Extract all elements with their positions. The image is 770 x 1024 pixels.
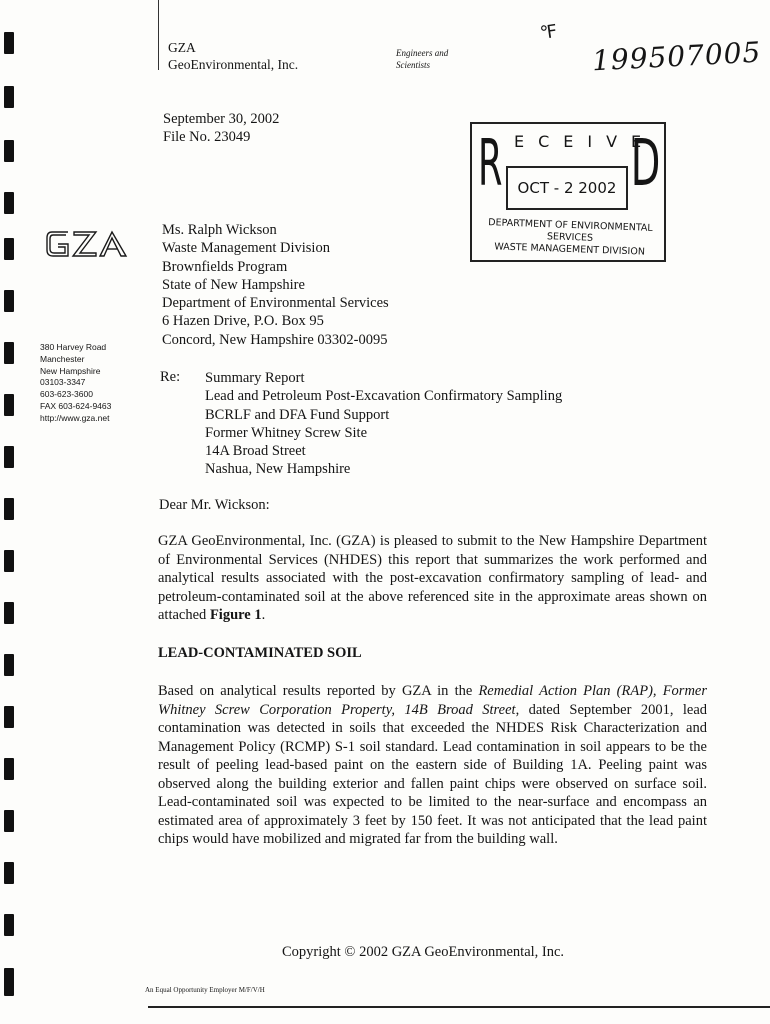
re-label: Re: [160,369,181,385]
scan-mark [4,914,14,936]
tagline-line-2: Scientists [396,60,430,70]
copyright-notice: Copyright © 2002 GZA GeoEnvironmental, Inc. [282,944,565,960]
subject-lines [205,369,562,479]
office-address-line: Manchester [40,353,85,364]
date-block [163,110,279,146]
recipient-line: Waste Management Division [162,240,330,257]
scan-mark [4,140,14,162]
stamp-letter-r: R [478,127,503,201]
lead-soil-paragraph [158,682,707,849]
office-address-line: New Hampshire [40,365,101,376]
stamp-letter-d: D [630,127,660,201]
scan-mark [4,86,14,108]
stamp-received-text: ECEIVE [514,132,656,151]
handwritten-reference-number: 199507005 [591,35,763,78]
office-address-line: 603-623-3600 [40,389,93,400]
recipient-line: Ms. Ralph Wickson [162,222,277,238]
office-address [40,342,111,425]
subject-line: BCRLF and DFA Fund Support [205,406,390,423]
scan-mark [4,290,14,312]
scan-mark [4,758,14,780]
scan-mark [4,654,14,676]
subject-line: Lead and Petroleum Post-Excavation Confirmatory Sampling [205,388,563,405]
stamp-dept-line-2: WASTE MANAGEMENT DIVISION [494,241,646,258]
received-stamp [470,122,666,262]
stamp-date: OCT - 2 2002 [506,166,628,210]
recipient-line: State of New Hampshire [162,276,305,293]
file-number: File No. 23049 [163,129,251,145]
company-line-2: GeoEnvironmental, Inc. [168,57,299,72]
company-tagline [396,47,448,71]
scan-mark [4,968,14,996]
subject-line: Former Whitney Screw Site [205,424,368,441]
subject-line: 14A Broad Street [205,443,306,460]
stamp-dept-line-1: DEPARTMENT OF ENVIRONMENTAL SERVICES [488,217,653,244]
recipient-line: 6 Hazen Drive, P.O. Box 95 [162,313,324,330]
footer-eoe: An Equal Opportunity Employer M/F/V/H [145,986,265,994]
recipient-address [162,221,389,349]
footer-rule [148,1006,770,1008]
recipient-line: Brownfields Program [162,258,288,275]
salutation: Dear Mr. Wickson: [159,497,270,513]
company-name [168,39,298,73]
scan-mark [4,32,14,54]
subject-line: Summary Report [205,370,305,386]
stamp-department [477,217,662,259]
handwritten-mark: ℉ [538,20,559,45]
recipient-line: Concord, New Hampshire 03302-0095 [162,331,388,348]
report-title: Remedial Action Plan (RAP), Former Whitney Screw Corporation Property, 14B Broad Street [158,683,708,718]
scan-mark [4,706,14,728]
scan-mark [4,862,14,884]
para-body: , dated September 2001, lead contamination was detected in soils that exceeded the NHDES Risk Characterization and Management Policy (RCMP) S-1 soil standard. Lead contamination in soil appears to be the result of peeling lead-based paint on the eastern side of Building 1A. Peeling paint was observed along the building exterior and fallen paint chips were observed on surface soil. Lead-contaminated soil was expected to be limited to the near-surface and encompass an estimated area of approximately 3 feet by 150 feet. It was not anticipated that the lead paint chips would have mobilized and migrated far from the building wall. [158,701,708,847]
letter-date: September 30, 2002 [163,111,280,127]
subject-line: Nashua, New Hampshire [205,461,351,478]
scan-mark [4,602,14,624]
office-address-line: FAX 603-624-9463 [40,400,112,411]
intro-end: . [261,607,266,623]
office-address-line: 03103-3347 [40,377,86,388]
office-website: http://www.gza.net [40,412,110,423]
header-divider [158,0,159,70]
intro-text: GZA GeoEnvironmental, Inc. (GZA) is pleased to submit to the New Hampshire Department of Environmental Services (NHDES) this report that summarizes the work performed and analytical results associated with the post-excavation confirmatory sampling of lead- and petroleum-contaminated soil at the above referenced site in the approximate areas shown on attached [158,533,707,623]
para-start: Based on analytical results reported by GZA in the [158,683,479,699]
gza-logo [44,226,128,262]
intro-paragraph [158,532,707,625]
company-line-1: GZA [168,40,196,55]
scan-mark [4,498,14,520]
section-heading: LEAD-CONTAMINATED SOIL [158,645,362,661]
scan-mark [4,446,14,468]
scan-mark [4,342,14,364]
scan-mark [4,810,14,832]
scan-mark [4,192,14,214]
scan-mark [4,238,14,260]
scan-mark [4,550,14,572]
figure-reference: Figure 1 [209,607,262,623]
scan-mark [4,394,14,416]
recipient-line: Department of Environmental Services [162,295,389,312]
office-address-line: 380 Harvey Road [40,342,107,352]
tagline-line-1: Engineers and [396,48,449,58]
